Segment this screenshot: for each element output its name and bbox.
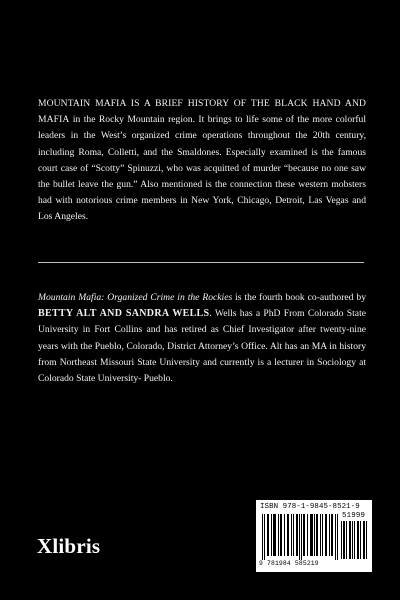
bio-text-1: is the fourth book co-authored by bbox=[232, 292, 366, 303]
author-names: BETTY ALT AND SANDRA WELLS bbox=[38, 308, 210, 320]
barcode-digits: 9 781984 585219 bbox=[259, 560, 319, 567]
section-divider bbox=[38, 262, 364, 263]
author-bio bbox=[38, 290, 366, 387]
isbn-barcode bbox=[256, 500, 372, 572]
ean13-barcode-bars bbox=[260, 514, 340, 560]
price-addon-bars bbox=[341, 521, 368, 559]
book-title-italic: Mountain Mafia: Organized Crime in the Rockies bbox=[38, 292, 233, 303]
blurb-opening-caps: MOUNTAIN MAFIA IS A BRIEF HISTORY OF THE BLACK HAND AND MAFIA bbox=[38, 98, 366, 126]
blurb-text: in the Rocky Mountain region. It brings to life some of the more colorful leaders in the West’s organized crime operations throughout the 20th century, including Roma, Colletti, and the Smaldones. Especially examined is the famous court case of “Scotty” Spinuzzi, who was acquitted of murder “because no one saw the bullet leave the gun.” Also mentioned is the connection these western mobsters had with notorious crime members in New York, Chicago, Detroit, Las Vegas and Los Angeles. bbox=[38, 114, 366, 223]
publisher-logo: Xlibris bbox=[37, 534, 101, 558]
bio-text-2: . Wells has a PhD From Colorado State University in Fort Collins and has retired as Chief Investigator after twenty-nine years with the Pueblo, Colorado, District Attorney’s Office. Alt has an MA in history from Northeast Missouri State University and currently is a lecturer in Sociology at Colorado State University- Pueblo. bbox=[38, 308, 366, 385]
isbn-number: ISBN 978-1-9845-8521-9 bbox=[260, 503, 360, 511]
price-addon-digits: 51999 bbox=[342, 512, 366, 520]
book-blurb bbox=[38, 96, 366, 226]
